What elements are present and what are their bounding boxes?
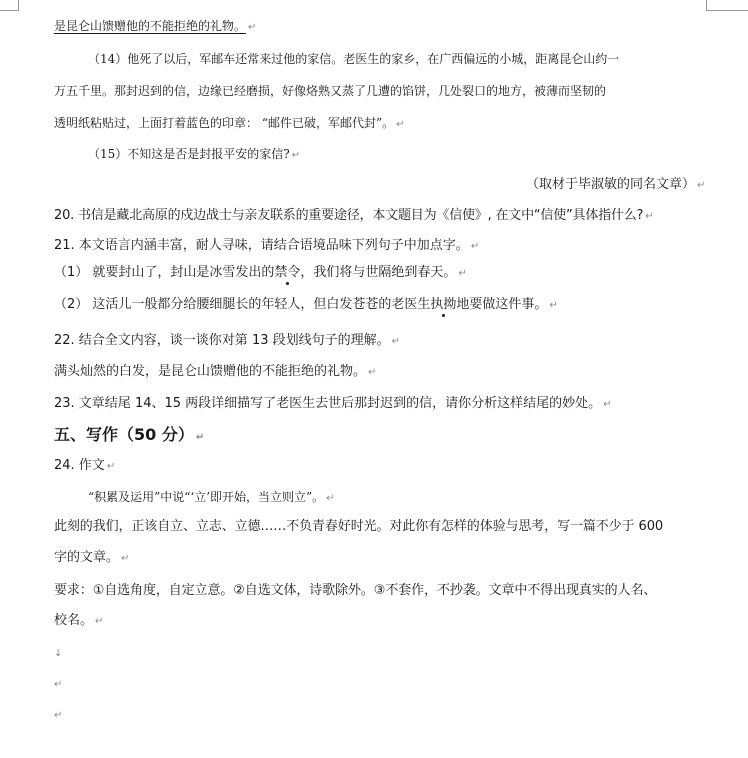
paragraph-mark: ↵ [326, 493, 335, 504]
paragraph-mark: ↵ [697, 180, 706, 191]
essay-requirements-line-2: 校名。 ↵ [54, 613, 104, 628]
page-corner-mark-left [0, 0, 19, 11]
line-break-mark: ↓ [54, 648, 63, 659]
paragraph-mark: ↵ [549, 300, 558, 311]
paragraph-15: （15）不知这是否是封报平安的家信? ↵ [88, 147, 301, 161]
paragraph-mark: ↵ [121, 553, 130, 564]
paragraph-14-line-1: （14）他死了以后，军邮车还常来过他的家信。老医生的家乡，在广西偏远的小城，距离昆仑山约一 [88, 52, 620, 66]
paragraph-mark: ↵ [368, 367, 377, 378]
page-corner-mark-right-h [706, 10, 748, 11]
paragraph-mark: ↵ [54, 710, 63, 721]
underlined-sentence: 是昆仑山馈赠他的不能拒绝的礼物。 [54, 19, 247, 33]
question-21: 21. 本文语言内涵丰富，耐人寻味，请结合语境品味下列句子中加点字。 ↵ [54, 238, 480, 253]
question-21-item-2: （2） 这活儿一般都分给腰细腿长的年轻人，但白发苍苍的老医生执拗地要做这件事。 ↵ [54, 297, 558, 312]
essay-requirements-line-1: 要求：①自选角度，自定立意。②自选文体，诗歌除外。③不套作，不抄袭。文章中不得出现真实的人名、 [54, 583, 657, 598]
paragraph-mark: ↵ [195, 432, 205, 443]
question-23: 23. 文章结尾 14、15 两段详细描写了老医生去世后那封迟到的信，请你分析这样结尾的妙处。 ↵ [54, 396, 612, 411]
paragraph-mark: ↵ [106, 461, 116, 472]
paragraph-mark: ↵ [458, 268, 467, 279]
essay-prompt-line-1: 此刻的我们，正该自立、立志、立德……不负青春好时光。对此你有怎样的体验与思考，写一篇不少于 600 [54, 519, 664, 534]
question-22: 22. 结合全文内容，谈一谈你对第 13 段划线句子的理解。 ↵ [54, 333, 401, 348]
paragraph-mark: ↵ [396, 119, 405, 130]
source-attribution: （取材于毕淑敏的同名文章） ↵ [526, 177, 706, 192]
paragraph-14-line-3: 透明纸粘贴过，上面打着蓝色的印章： “邮件已破，军邮代封”。 ↵ [54, 116, 405, 130]
paragraph-mark: ↵ [603, 399, 612, 410]
dotted-word: 禁令 [274, 265, 301, 280]
paragraph-mark: ↵ [248, 22, 257, 33]
passage-line-1 [54, 18, 256, 36]
essay-prompt-line-2: 字的文章。 ↵ [54, 550, 130, 565]
page-corner-mark-right [706, 0, 707, 10]
paragraph-mark: ↵ [391, 336, 401, 347]
question-21-item-1: （1） 就要封山了，封山是冰雪发出的禁令，我们将与世隔绝到春天。 ↵ [54, 265, 467, 280]
essay-quote: “积累及运用”中说“‘立’即开始，当立则立”。 ↵ [88, 490, 335, 504]
section-heading: 五、写作（50 分） ↵ [54, 425, 205, 444]
paragraph-mark: ↵ [291, 150, 301, 161]
paragraph-mark: ↵ [95, 616, 104, 627]
paragraph-mark: ↵ [470, 241, 480, 252]
dotted-word: 执拗 [430, 297, 457, 312]
question-24: 24. 作文 ↵ [54, 458, 116, 473]
paragraph-mark: ↵ [645, 211, 654, 222]
question-20: 20. 书信是藏北高原的戍边战士与亲友联系的重要途径，本文题目为《信使》, 在文中“信使”具体指什么? ↵ [54, 208, 654, 223]
paragraph-14-line-2: 万五千里。那封迟到的信，边缘已经磨损，好像烙熟又蒸了几遭的馅饼，几处裂口的地方，被薄而坚韧的 [54, 84, 607, 98]
question-22-quote: 满头灿然的白发，是昆仑山馈赠他的不能拒绝的礼物。 ↵ [54, 364, 377, 379]
paragraph-mark: ↵ [54, 679, 63, 690]
